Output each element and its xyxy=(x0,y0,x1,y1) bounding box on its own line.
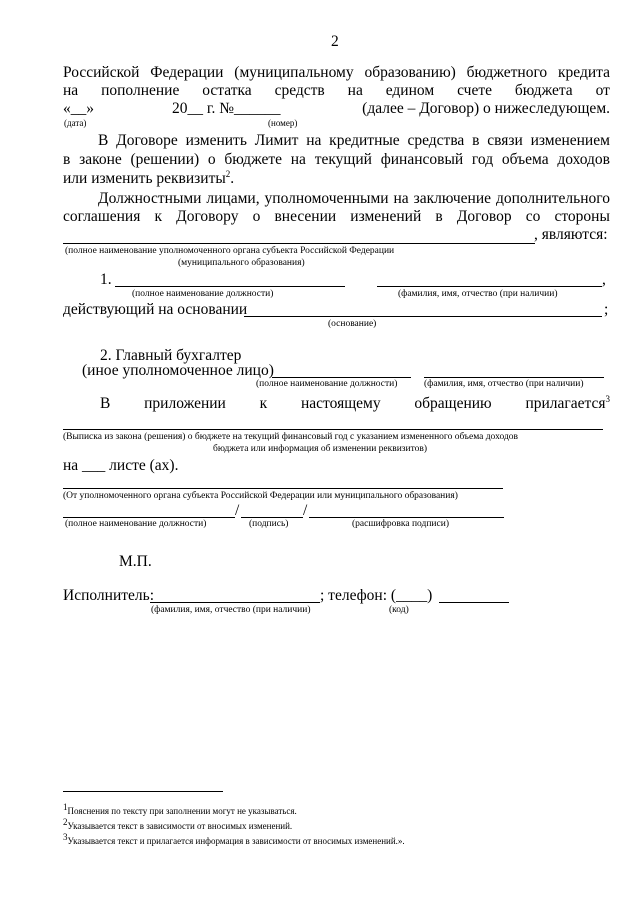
caption-basis: (основание) xyxy=(328,319,377,329)
sig-signature-line[interactable] xyxy=(241,517,303,518)
sig-slash-2: / xyxy=(303,502,308,519)
basis-label: действующий на основании xyxy=(63,301,248,318)
para2-line2: в законе (решении) о бюджете на текущий финансовый год объема доходов xyxy=(63,151,610,168)
footnote-2: $^2$Указывается текст в зависимости от вносимых изменений. xyxy=(63,817,293,831)
attachment-fill-line[interactable] xyxy=(63,429,603,430)
sig-position-line[interactable] xyxy=(63,517,235,518)
para3-line3-end: , являются: xyxy=(534,226,608,243)
org-line[interactable] xyxy=(63,488,503,489)
attachment-line: В приложении к настоящему обращению прилагается$^3$ xyxy=(100,393,610,412)
footnote-3: $^3$Указывается текст и прилагается информация в зависимости от вносимых изменений.». xyxy=(63,832,405,846)
signer1-position-line[interactable] xyxy=(115,286,345,287)
caption-signer2-position: (полное наименование должности) xyxy=(256,379,398,389)
caption-executor-name: (фамилия, имя, отчество (при наличии) xyxy=(151,605,311,615)
signer2-position-line[interactable] xyxy=(272,377,411,378)
caption-sig-decoding: (расшифровка подписи) xyxy=(352,519,449,529)
caption-municipal: (муниципального образования) xyxy=(178,258,305,268)
executor-name-line[interactable] xyxy=(150,602,320,603)
page-number: 2 xyxy=(331,33,339,50)
caption-sig-signature: (подпись) xyxy=(249,519,289,529)
phone-line[interactable] xyxy=(439,602,509,603)
caption-signer1-position: (полное наименование должности) xyxy=(132,289,274,299)
para1-line2: на пополнение остатка средств на едином счете бюджета от xyxy=(63,82,610,99)
para1-line1: Российской Федерации (муниципальному образованию) бюджетного кредита xyxy=(63,64,610,81)
signer1-end: , xyxy=(602,271,606,288)
footnote-separator xyxy=(63,791,223,792)
caption-signer1-name: (фамилия, имя, отчество (при наличии) xyxy=(398,289,558,299)
caption-phone-code: (код) xyxy=(389,605,409,615)
year-number-field: 20__ г. №______ xyxy=(172,100,281,117)
caption-date: (дата) xyxy=(64,118,87,128)
other-authorized-label: (иное уполномоченное лицо) xyxy=(82,362,274,379)
chief-accountant-label: 2. Главный бухгалтер xyxy=(100,347,242,364)
basis-line[interactable] xyxy=(244,316,602,317)
caption-signer2-name: (фамилия, имя, отчество (при наличии) xyxy=(424,379,584,389)
para3-line2: соглашения к Договору о внесении изменений в Договор со стороны xyxy=(63,208,610,225)
caption-org: (От уполномоченного органа субъекта Российской Федерации или муниципального образования) xyxy=(63,491,458,501)
signer2-name-line[interactable] xyxy=(424,377,604,378)
para3-line1: Должностными лицами, уполномоченными на заключение дополнительного xyxy=(98,190,610,207)
caption-attachment-2: бюджета или информация об изменении реквизитов) xyxy=(213,444,428,454)
executor-label: Исполнитель: xyxy=(63,587,155,604)
basis-end: ; xyxy=(604,301,609,318)
sheets-count: на ___ листе (ах). xyxy=(63,457,179,474)
phone-label: ; телефон: (____) xyxy=(320,587,433,604)
sig-slash-1: / xyxy=(235,502,240,519)
footnote-ref-2: 2 xyxy=(225,168,231,179)
para1-line3-rest: (далее – Договор) о нижеследующем. xyxy=(362,100,610,117)
para2-line3: или изменить реквизиты$^2$. xyxy=(63,168,235,187)
date-field: «__» xyxy=(63,100,94,117)
para2-line1: В Договоре изменить Лимит на кредитные средства в связи изменением xyxy=(98,132,610,149)
stamp-place: М.П. xyxy=(119,553,152,570)
caption-sig-position: (полное наименование должности) xyxy=(65,519,207,529)
sig-decoding-line[interactable] xyxy=(309,517,504,518)
footnote-1: $^1$Пояснения по тексту при заполнении могут не указываться. xyxy=(63,802,297,816)
signer1-number: 1. xyxy=(100,271,112,288)
caption-organ: (полное наименование уполномоченного органа субъекта Российской Федерации xyxy=(65,246,395,256)
caption-attachment-1: (Выписка из закона (решения) о бюджете на текущий финансовый год с указанием измененного объема доходов xyxy=(63,432,519,442)
signer1-name-line[interactable] xyxy=(377,286,602,287)
organ-name-line[interactable] xyxy=(63,243,535,244)
caption-number: (номер) xyxy=(268,118,298,128)
footnote-ref-3: 3 xyxy=(605,393,610,404)
